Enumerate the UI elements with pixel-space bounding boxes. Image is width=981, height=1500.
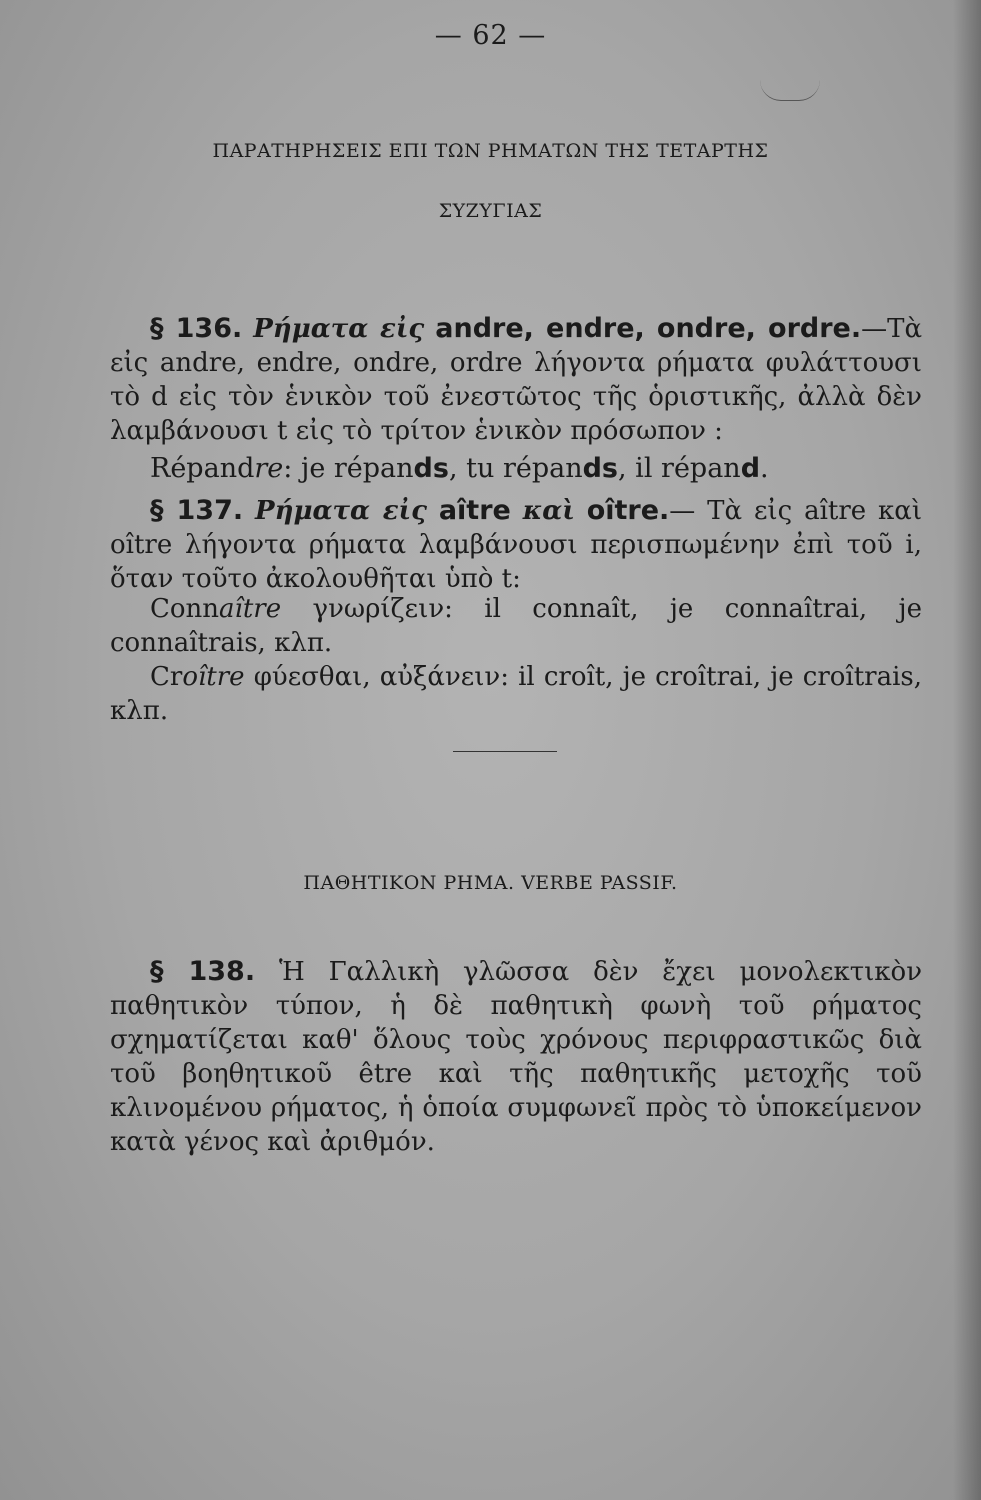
example-text: , tu répan: [448, 453, 583, 484]
paragraph-text: — Τὰ εἰς aître καὶ oître λήγοντα ρήματα λαμβάνουσι περισπωμένην ἐπὶ τοῦ i, ὅταν τοῦτο ἀκολουθῆται ὑπὸ t:: [110, 496, 923, 594]
example-stem: Cr: [150, 662, 183, 692]
example-repandre: [150, 452, 962, 486]
paragraph-text: —Τὰ εἰς andre, endre, ondre, ordre λήγοντα ρήματα φυλάττουσι τὸ d εἰς τὸν ἑνικὸν τοῦ ἐνεστῶτος τῆς ὁριστικῆς, ἀλλὰ δὲν λαμβάνουσι t εἰς τὸ τρίτον ἑνικὸν πρόσωπον :: [110, 314, 923, 446]
example-bold: d: [740, 453, 761, 484]
example-bold: ds: [413, 453, 449, 484]
paragraph-title-french: andre, endre, ondre, ordre.: [435, 313, 862, 344]
paragraph-136: [110, 312, 922, 448]
example-croitre: [110, 660, 922, 728]
paragraph-title-french: oître.: [586, 495, 670, 526]
paragraph-title-kai: καὶ: [522, 496, 575, 526]
example-text: .: [760, 453, 769, 484]
example-text: , il répan: [618, 453, 741, 484]
pencil-mark: [760, 80, 820, 101]
example-text: φύεσθαι, αὐξάνειν: il croît, je croîtrai, je croîtrais, κλπ.: [110, 662, 923, 726]
example-bold: ds: [582, 453, 619, 484]
paragraph-text: Ἡ Γαλλικὴ γλῶσσα δὲν ἔχει μονολεκτικὸν παθητικὸν τύπον, ἡ δὲ παθητικὴ φωνὴ τοῦ ρήματος σχηματίζεται καθ' ὅλους τοὺς χρόνους περιφραστικῶς διὰ τοῦ βοηθητικοῦ être καὶ τῆς παθητικῆς μετοχῆς τοῦ κλινομένου ρήματος, ἡ ὁποία συμφωνεῖ πρὸς τὸ ὑποκείμενον κατὰ γένος καὶ ἀριθμόν.: [110, 957, 923, 1157]
example-stem: Répand: [150, 453, 255, 484]
example-stem: Conn: [150, 594, 220, 624]
paragraph-number: § 137.: [150, 495, 244, 526]
example-ending: aître: [219, 594, 282, 624]
example-text: : je répan: [283, 453, 414, 484]
paragraph-title-greek: Ρήματα εἰς: [255, 496, 427, 526]
section-heading-passive: ΠΑΘΗΤΙΚΟΝ ΡΗΜΑ. VERBE PASSIF.: [303, 872, 678, 894]
page-edge-shadow: [953, 0, 981, 1500]
paragraph-title-french: aître: [438, 495, 511, 526]
paragraph-number: § 136.: [150, 313, 243, 344]
example-text: γνωρίζειν: il connaît, je connaîtrai, je connaîtrais, κλπ.: [110, 594, 923, 658]
paragraph-number: § 138.: [150, 956, 256, 987]
example-ending: re: [254, 453, 284, 484]
separator-rule: [453, 751, 557, 752]
example-connaitre: [110, 592, 922, 660]
page-number: — 62 —: [434, 20, 547, 51]
example-ending: oître: [182, 662, 245, 692]
paragraph-title-greek: Ρήματα εἰς: [253, 314, 425, 344]
section-heading-line-2: ΣΥΖΥΓΙΑΣ: [438, 200, 543, 222]
paragraph-137: [110, 494, 922, 596]
section-heading-line-1: ΠΑΡΑΤΗΡΗΣΕΙΣ ΕΠΙ ΤΩΝ ΡΗΜΑΤΩΝ ΤΗΣ ΤΕΤΑΡΤΗΣ: [212, 140, 769, 162]
paragraph-138: [110, 955, 922, 1159]
